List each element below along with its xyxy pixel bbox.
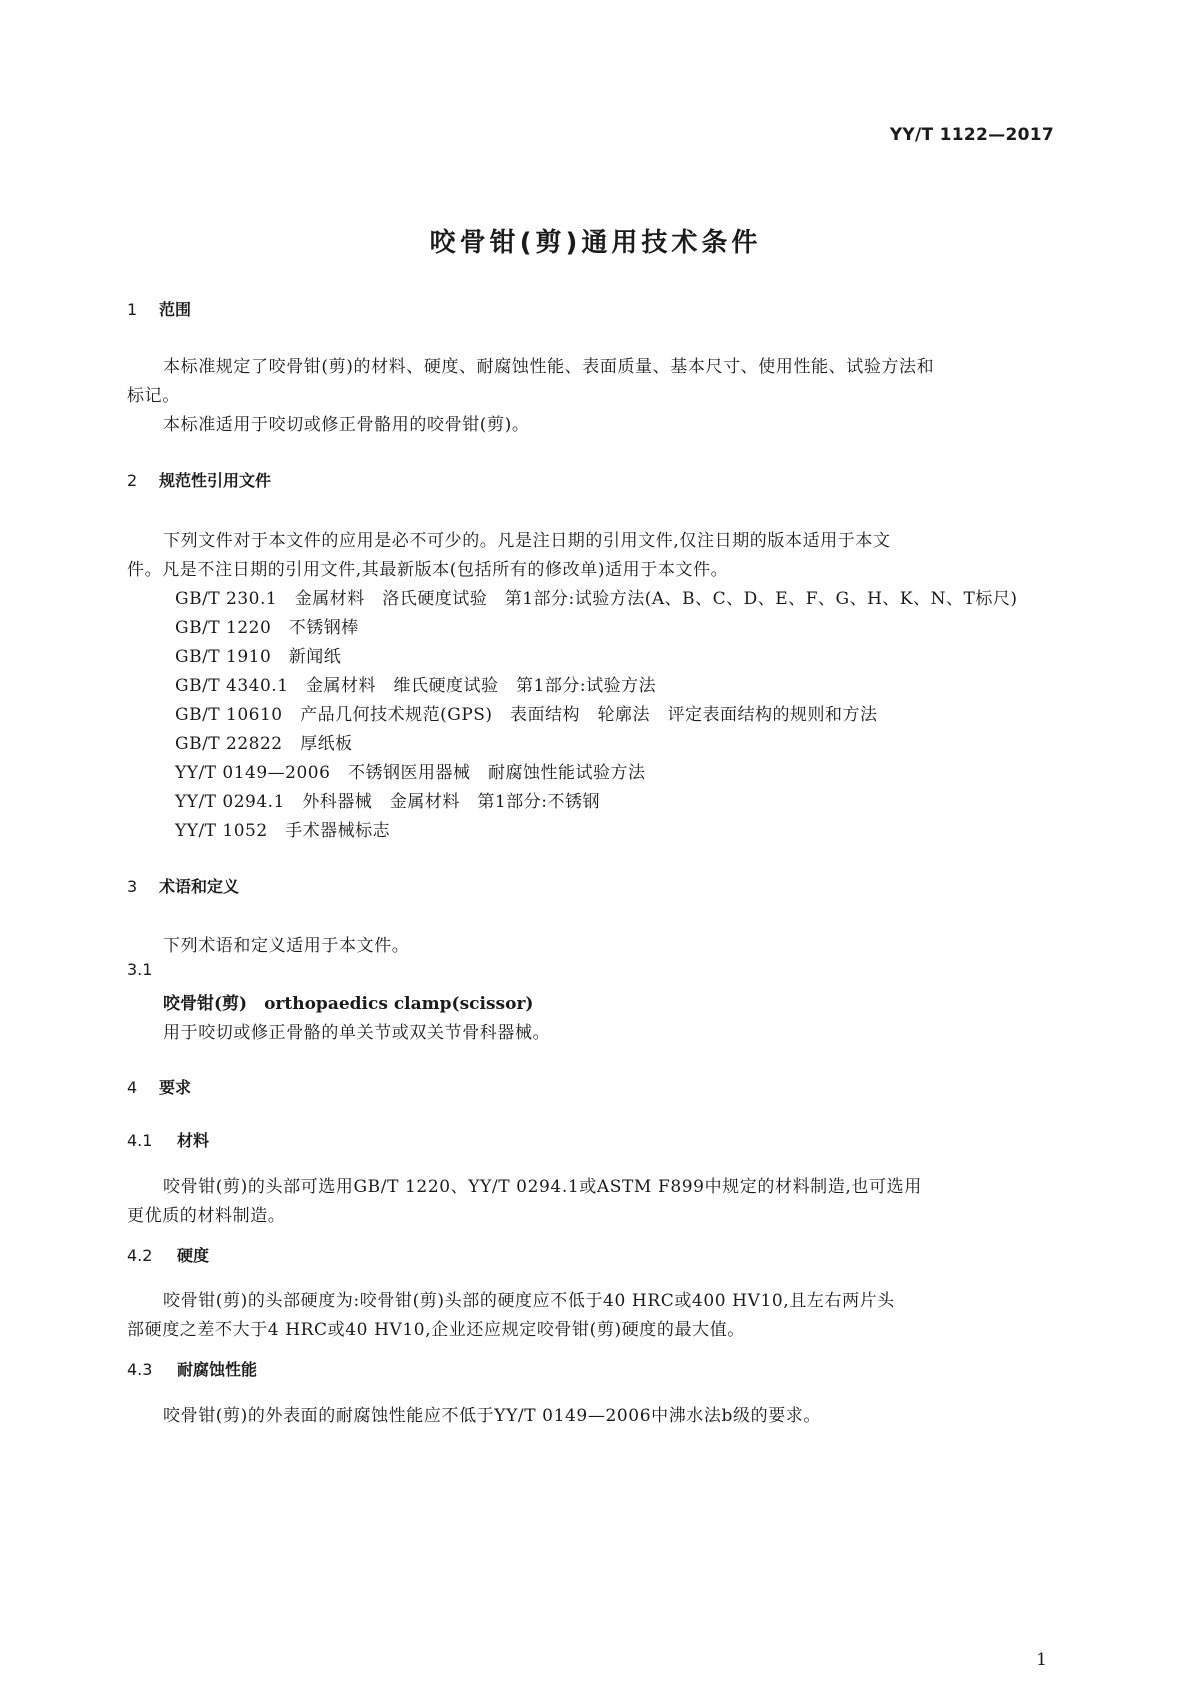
section-number: 1 [127,300,138,319]
paragraph-line: 咬骨钳(剪)的头部硬度为:咬骨钳(剪)头部的硬度应不低于40 HRC或400 HV10,且左右两片头 [163,1291,895,1311]
paragraph-line: 咬骨钳(剪)的头部可选用GB/T 1220、YY/T 0294.1或ASTM F899中规定的材料制造,也可选用 [163,1177,922,1197]
section-title: 范围 [159,300,192,319]
term-name: 咬骨钳(剪) orthopaedics clamp(scissor) [163,994,534,1014]
paragraph-line: 下列术语和定义适用于本文件。 [163,936,410,956]
reference-item: YY/T 0149—2006 不锈钢医用器械 耐腐蚀性能试验方法 [175,763,646,783]
subsection-title: 硬度 [177,1246,210,1265]
reference-item: GB/T 22822 厚纸板 [175,734,353,754]
reference-item: GB/T 10610 产品几何技术规范(GPS) 表面结构 轮廓法 评定表面结构的规则和方法 [175,705,878,725]
subsection-title: 材料 [177,1131,210,1150]
paragraph-line: 本标准规定了咬骨钳(剪)的材料、硬度、耐腐蚀性能、表面质量、基本尺寸、使用性能、试验方法和 [163,357,935,377]
paragraph-line: 标记。 [127,386,180,406]
paragraph-line: 下列文件对于本文件的应用是必不可少的。凡是注日期的引用文件,仅注日期的版本适用于本文 [163,531,891,551]
document-title: 咬骨钳(剪)通用技术条件 [429,228,762,258]
section-4-heading [127,1075,191,1098]
section-1-heading [127,297,191,320]
subsection-4-1-heading [127,1128,209,1151]
paragraph-line: 本标准适用于咬切或修正骨骼用的咬骨钳(剪)。 [163,415,530,435]
term-definition: 用于咬切或修正骨骼的单关节或双关节骨科器械。 [163,1023,551,1043]
standard-code: YY/T 1122—2017 [889,125,1054,145]
paragraph-line: 部硬度之差不大于4 HRC或40 HV10,企业还应规定咬骨钳(剪)硬度的最大值。 [127,1320,745,1340]
section-3-heading [127,874,239,897]
section-number: 3 [127,877,138,896]
paragraph-line: 更优质的材料制造。 [127,1206,286,1226]
subsection-4-3-heading [127,1357,257,1380]
subsection-number: 4.2 [127,1246,153,1265]
subsection-title: 耐腐蚀性能 [177,1360,258,1379]
reference-item: GB/T 1910 新闻纸 [175,647,342,667]
page-number: 1 [1036,1650,1047,1670]
section-number: 4 [127,1078,138,1097]
reference-item: GB/T 230.1 金属材料 洛氏硬度试验 第1部分:试验方法(A、B、C、D、E、F、G、H、K、N、T标尺) [175,589,1018,609]
subsection-4-2-heading [127,1243,209,1266]
reference-item: YY/T 0294.1 外科器械 金属材料 第1部分:不锈钢 [175,792,600,812]
section-number: 2 [127,471,138,490]
section-2-heading [127,468,271,491]
term-number: 3.1 [127,960,153,979]
section-title: 规范性引用文件 [159,471,272,490]
reference-item: GB/T 4340.1 金属材料 维氏硬度试验 第1部分:试验方法 [175,676,657,696]
reference-item: YY/T 1052 手术器械标志 [175,821,391,841]
paragraph-line: 咬骨钳(剪)的外表面的耐腐蚀性能应不低于YY/T 0149—2006中沸水法b级的要求。 [163,1406,821,1426]
subsection-number: 4.1 [127,1131,153,1150]
section-title: 术语和定义 [159,877,240,896]
paragraph-line: 件。凡是不注日期的引用文件,其最新版本(包括所有的修改单)适用于本文件。 [127,560,729,580]
section-title: 要求 [159,1078,192,1097]
reference-item: GB/T 1220 不锈钢棒 [175,618,359,638]
subsection-number: 4.3 [127,1360,153,1379]
